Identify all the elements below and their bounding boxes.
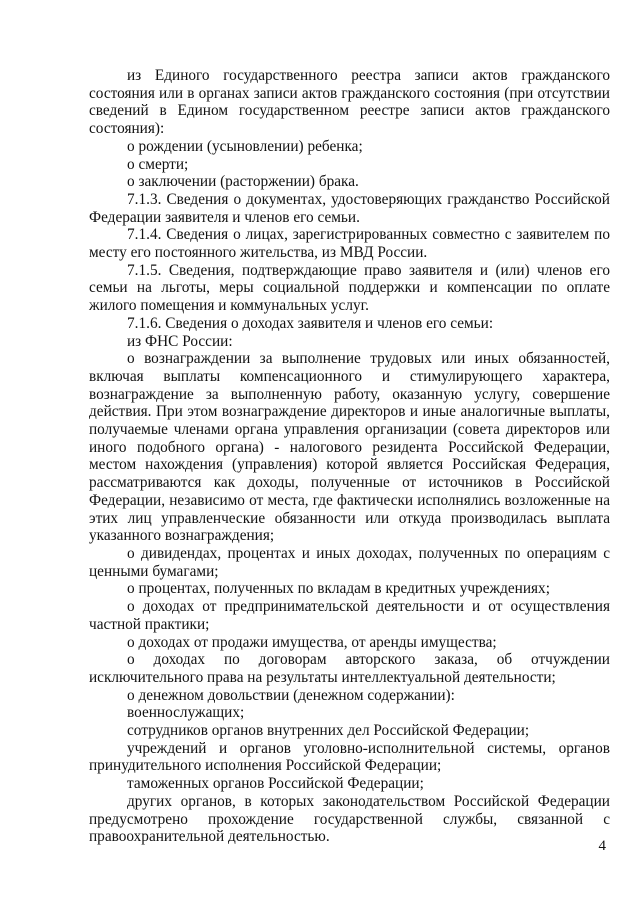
paragraph-customs: таможенных органов Российской Федерации; bbox=[127, 775, 424, 793]
paragraph-penal-system: учреждений и органов уголовно-исполнительной системы, органов принудительного исполнения Российской Федерации; bbox=[89, 739, 610, 775]
paragraph-interior-affairs: сотрудников органов внутренних дел Российской Федерации; bbox=[127, 722, 530, 740]
paragraph-allowance: о денежном довольствии (денежном содержании): bbox=[127, 686, 455, 704]
paragraph-deposit-interest: о процентах, полученных по вкладам в кредитных учреждениях; bbox=[127, 580, 550, 598]
paragraph-other-bodies: других органов, в которых законодательством Российской Федерации предусмотрено прохождение государственной службы, связанной с правоохранительной деятельностью. bbox=[89, 792, 610, 846]
paragraph-dividends: о дивидендах, процентах и иных доходах, полученных по операциям с ценными бумагами; bbox=[89, 544, 610, 580]
paragraph-marriage: о заключении (расторжении) брака. bbox=[127, 173, 359, 191]
document-body bbox=[89, 67, 610, 846]
paragraph-civil-registry-source: из Единого государственного реестра записи актов гражданского состояния или в органах записи актов гражданского состояния (при отсутствии сведений в Едином государственном реестре записи актов гражданского состояния): bbox=[89, 67, 610, 138]
paragraph-birth-adoption: о рождении (усыновлении) ребенка; bbox=[127, 137, 363, 155]
paragraph-business-income: о доходах от предпринимательской деятельности и от осуществления частной практики; bbox=[89, 598, 610, 633]
paragraph-military: военнослужащих; bbox=[127, 704, 245, 722]
paragraph-property-income: о доходах от продажи имущества, от аренды имущества; bbox=[127, 633, 497, 651]
paragraph-fns-source: из ФНС России: bbox=[127, 332, 233, 350]
paragraph-remuneration: о вознаграждении за выполнение трудовых или иных обязанностей, включая выплаты компенсационного и стимулирующего характера, вознаграждение за выполненную работу, оказанную услугу, совершение действия. При этом вознаграждение директоров и иные аналогичные выплаты, получаемые членами органа управления организации (совета директоров или иного подобного органа) - налогового резидента Российской Федерации, местом нахождения (управления) которой является Российская Федерация, рассматриваются как доходы, полученные от источников в Российской Федерации, независимо от места, где фактически исполнялись возложенные на этих лиц управленческие обязанности или откуда производилась выплата указанного вознаграждения; bbox=[89, 350, 610, 545]
paragraph-7-1-5: 7.1.5. Сведения, подтверждающие право заявителя и (или) членов его семьи на льготы, меры социальной поддержки и компенсации по оплате жилого помещения и коммунальных услуг. bbox=[89, 261, 610, 315]
page-number: 4 bbox=[598, 838, 606, 854]
paragraph-7-1-3: 7.1.3. Сведения о документах, удостоверяющих гражданство Российской Федерации заявителя и членов его семьи. bbox=[89, 190, 610, 226]
paragraph-death: о смерти; bbox=[127, 155, 189, 173]
paragraph-7-1-4: 7.1.4. Сведения о лицах, зарегистрированных совместно с заявителем по месту его постоянного жительства, из МВД России. bbox=[89, 226, 610, 262]
paragraph-copyright-income: о доходах по договорам авторского заказа, об отчуждении исключительного права на результаты интеллектуальной деятельности; bbox=[89, 651, 610, 686]
paragraph-7-1-6: 7.1.6. Сведения о доходах заявителя и членов его семьи: bbox=[127, 314, 494, 332]
